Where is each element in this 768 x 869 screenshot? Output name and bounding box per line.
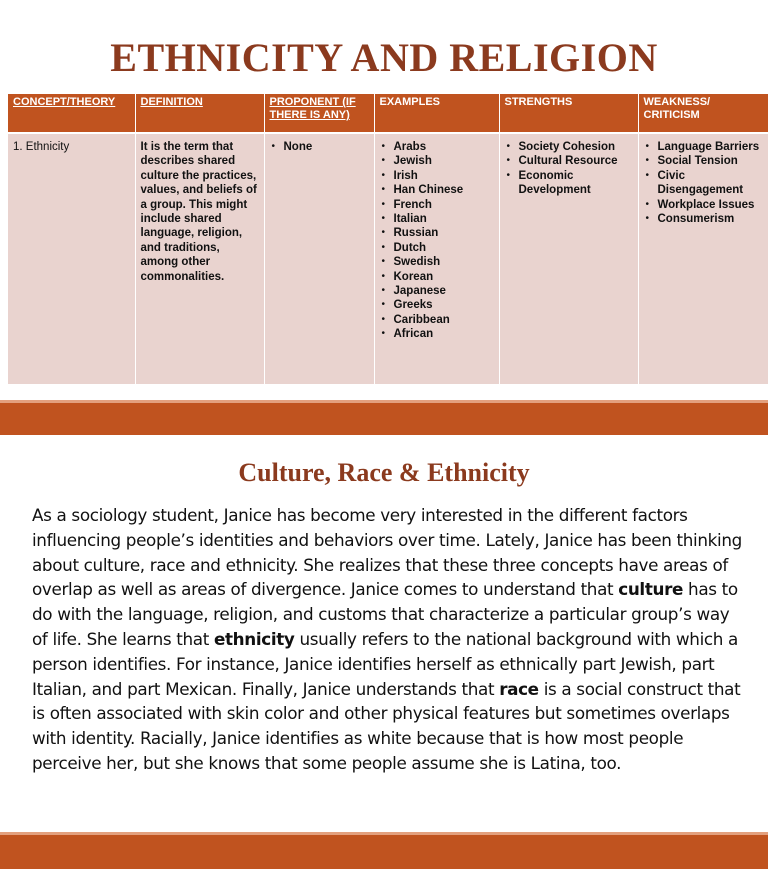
header-cell xyxy=(638,94,768,133)
list-item: • Language Barriers xyxy=(658,140,764,154)
list-item: • Russian xyxy=(394,226,494,240)
body-paragraph xyxy=(32,503,744,776)
list-item: • Caribbean xyxy=(394,313,494,327)
list-item: • Italian xyxy=(394,212,494,226)
list-item: • Swedish xyxy=(394,255,494,269)
weakness-list xyxy=(644,140,764,226)
list-item: • Korean xyxy=(394,270,494,284)
table-header-row xyxy=(8,94,768,133)
list-item: • Workplace Issues xyxy=(658,198,764,212)
concept-text: 1. Ethnicity xyxy=(13,141,70,153)
examples-cell xyxy=(374,133,499,384)
concept-table xyxy=(8,94,768,384)
weakness-cell xyxy=(638,133,768,384)
keyword-race: race xyxy=(499,678,539,699)
paragraph-text: is a social construct that is often associated with skin color and other physical features but sometimes overlaps with identity. Racially, Janice identifies as white because that is how most people perceive her, but she knows that some people assume she is Latina, too. xyxy=(32,678,741,773)
header-cell xyxy=(135,94,264,133)
header-definition: DEFINITION xyxy=(140,96,203,108)
list-item: • Han Chinese xyxy=(394,183,494,197)
paragraph-text: usually refers to the national background with which a person identifies. For instance, Janice identifies herself as ethnically part Jewish, part Italian, and part Mexican. Finally, Janice understands that xyxy=(32,628,738,699)
header-strengths: STRENGTHS xyxy=(504,96,573,108)
proponent-cell xyxy=(264,133,374,384)
strengths-list xyxy=(505,140,633,198)
definition-cell xyxy=(135,133,264,384)
concept-cell xyxy=(8,133,135,384)
header-concept: CONCEPT/THEORY xyxy=(13,96,116,108)
list-item: • African xyxy=(394,327,494,341)
header-cell xyxy=(499,94,638,133)
list-item: • Civic Disengagement xyxy=(658,169,764,198)
list-item: • Jewish xyxy=(394,154,494,168)
header-cell xyxy=(8,94,135,133)
header-proponent: PROPONENT (IF THERE IS ANY) xyxy=(269,96,356,121)
page-title: ETHNICITY AND RELIGION xyxy=(110,35,658,80)
definition-text: It is the term that describes shared culture the practices, values, and beliefs of a group. This might include shared language, religion, and traditions, among other commonalities. xyxy=(140,141,257,283)
list-item: • None xyxy=(284,140,369,154)
header-examples: EXAMPLES xyxy=(379,96,441,108)
list-item: • Economic Development xyxy=(519,169,633,198)
examples-list xyxy=(380,140,494,342)
header-cell xyxy=(264,94,374,133)
list-item: • Dutch xyxy=(394,241,494,255)
list-item: • Greeks xyxy=(394,298,494,312)
keyword-ethnicity: ethnicity xyxy=(213,628,295,649)
section-title: Culture, Race & Ethnicity xyxy=(238,458,530,487)
paragraph-text: As a sociology student, Janice has become very interested in the different factors influencing people’s identities and behaviors over time. Lately, Janice has been thinking about culture, race and ethnicity. She realizes that these three concepts have areas of overlap as well as areas of divergence. Janice comes to understand that xyxy=(32,505,742,600)
keyword-culture: culture xyxy=(618,579,684,600)
proponent-list xyxy=(270,140,369,154)
strengths-cell xyxy=(499,133,638,384)
table-row xyxy=(8,133,768,384)
list-item: • Japanese xyxy=(394,284,494,298)
list-item: • Arabs xyxy=(394,140,494,154)
list-item: • Society Cohesion xyxy=(519,140,633,154)
list-item: • French xyxy=(394,198,494,212)
list-item: • Cultural Resource xyxy=(519,154,633,168)
paragraph-text: has to do with the language, religion, and customs that characterize a particular group’s way of life. She learns that xyxy=(32,579,738,649)
list-item: • Irish xyxy=(394,169,494,183)
list-item: • Social Tension xyxy=(658,154,764,168)
list-item: • Consumerism xyxy=(658,212,764,226)
divider-band xyxy=(0,400,768,435)
header-weakness: WEAKNESS/ CRITICISM xyxy=(643,96,711,121)
footer-band xyxy=(0,832,768,869)
header-cell xyxy=(374,94,499,133)
